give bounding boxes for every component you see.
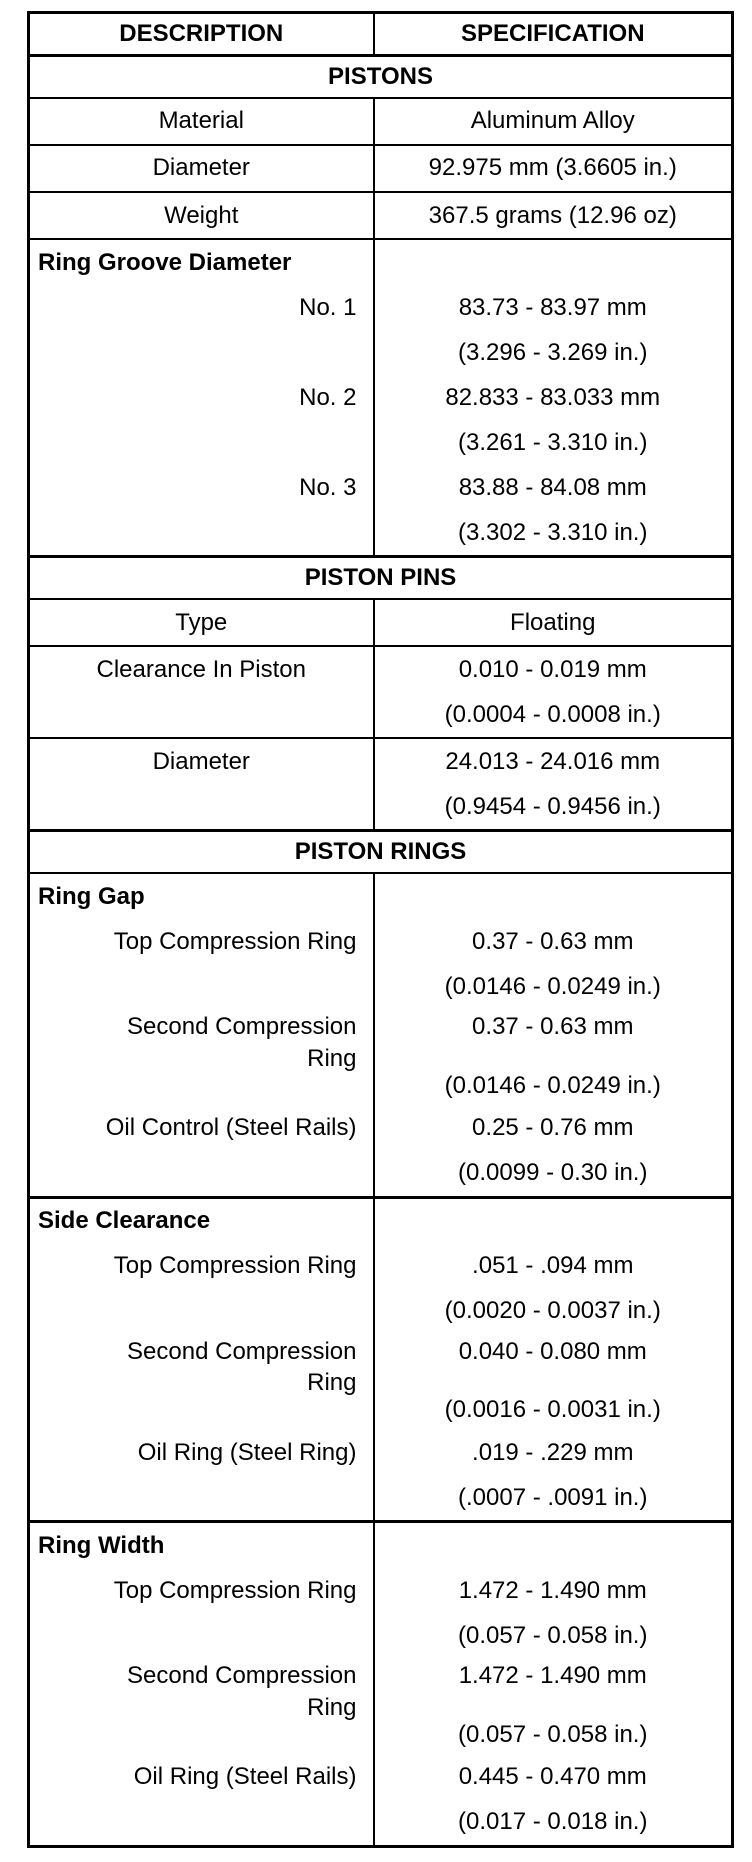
group-heading xyxy=(29,873,733,919)
row-value-in: (0.057 - 0.058 in.) xyxy=(458,1720,648,1748)
table-row xyxy=(29,145,733,192)
section-piston-pins xyxy=(29,557,733,599)
row-value-mm: 0.445 - 0.470 mm xyxy=(458,1763,647,1790)
row-value-in: (0.017 - 0.018 in.) xyxy=(458,1808,648,1836)
table-row xyxy=(29,1430,733,1475)
table-row xyxy=(29,599,733,646)
row-value-in: (0.0146 - 0.0249 in.) xyxy=(444,972,661,1000)
row-label: Weight xyxy=(29,192,374,239)
table-row xyxy=(29,1106,733,1151)
row-label: Top Compression Ring xyxy=(29,919,374,964)
group-label: Side Clearance xyxy=(29,1197,374,1244)
table-row xyxy=(29,1334,733,1370)
table-row xyxy=(29,285,733,330)
row-value-mm: 0.37 - 0.63 mm xyxy=(472,927,634,955)
row-value-mm: 1.472 - 1.490 mm xyxy=(458,1662,647,1689)
row-value-in: (3.261 - 3.310 in.) xyxy=(458,428,648,456)
row-label-cont: Ring xyxy=(29,1045,374,1106)
row-label: Oil Control (Steel Rails) xyxy=(29,1106,374,1151)
section-pistons xyxy=(29,55,733,97)
row-label: Second Compression xyxy=(29,1009,374,1045)
table-row xyxy=(29,646,733,692)
table-row xyxy=(29,784,733,831)
row-value-mm: 1.472 - 1.490 mm xyxy=(458,1576,647,1604)
table-row xyxy=(29,1045,733,1106)
row-value-mm: 83.73 - 83.97 mm xyxy=(458,293,647,321)
section-title: PISTON PINS xyxy=(29,557,733,599)
table-row xyxy=(29,510,733,557)
table-row xyxy=(29,1475,733,1522)
row-value: 367.5 grams (12.96 oz) xyxy=(374,192,733,239)
row-label: Diameter xyxy=(29,145,374,192)
table-row xyxy=(29,1009,733,1045)
table-row xyxy=(29,1244,733,1289)
group-heading xyxy=(29,1522,733,1569)
table-row xyxy=(29,919,733,964)
row-value-in: (0.0146 - 0.0249 in.) xyxy=(444,1071,661,1099)
table-row xyxy=(29,1694,733,1755)
table-row xyxy=(29,375,733,420)
row-label: Second Compression xyxy=(29,1334,374,1370)
table-row xyxy=(29,420,733,465)
row-value-mm: 0.040 - 0.080 mm xyxy=(458,1337,647,1365)
table-row xyxy=(29,964,733,1009)
row-value-mm: 24.013 - 24.016 mm xyxy=(445,747,661,775)
row-value-mm: .019 - .229 mm xyxy=(472,1438,634,1466)
header-specification: SPECIFICATION xyxy=(374,13,733,56)
header-description: DESCRIPTION xyxy=(29,13,374,56)
table-row xyxy=(29,1755,733,1800)
table-row xyxy=(29,1658,733,1694)
group-heading xyxy=(29,239,733,285)
table-row xyxy=(29,1289,733,1334)
row-label: No. 3 xyxy=(29,465,374,510)
row-value-in: (0.9454 - 0.9456 in.) xyxy=(444,792,661,820)
table-row xyxy=(29,1369,733,1430)
row-label: Oil Ring (Steel Ring) xyxy=(29,1430,374,1475)
table-row xyxy=(29,738,733,784)
row-value: 92.975 mm (3.6605 in.) xyxy=(374,145,733,192)
row-value-in: (0.0016 - 0.0031 in.) xyxy=(444,1396,661,1424)
row-value-in: (0.057 - 0.058 in.) xyxy=(458,1621,648,1649)
row-value-in: (.0007 - .0091 in.) xyxy=(458,1483,648,1511)
row-label-cont: Ring xyxy=(29,1369,374,1430)
row-label: No. 1 xyxy=(29,285,374,330)
row-value-in: (0.0004 - 0.0008 in.) xyxy=(374,692,733,738)
row-value-in: (3.296 - 3.269 in.) xyxy=(458,338,648,366)
row-value-mm: 82.833 - 83.033 mm xyxy=(445,383,661,411)
section-title: PISTON RINGS xyxy=(29,831,733,873)
row-value-mm: 83.88 - 84.08 mm xyxy=(458,473,647,501)
row-value-in: (0.0099 - 0.30 in.) xyxy=(458,1159,648,1187)
row-value-in: (0.0020 - 0.0037 in.) xyxy=(444,1297,661,1325)
row-label: Top Compression Ring xyxy=(29,1568,374,1613)
row-label: Oil Ring (Steel Rails) xyxy=(29,1755,374,1800)
row-value-in: (3.302 - 3.310 in.) xyxy=(458,518,648,546)
group-heading xyxy=(29,1197,733,1244)
table-header xyxy=(29,13,733,56)
table-row xyxy=(29,465,733,510)
group-label: Ring Width xyxy=(29,1522,374,1569)
row-value: Floating xyxy=(374,599,733,646)
row-label: Clearance In Piston xyxy=(29,646,374,692)
section-title: PISTONS xyxy=(29,55,733,97)
table-row xyxy=(29,692,733,738)
spec-table xyxy=(27,11,734,1848)
group-label: Ring Gap xyxy=(29,873,374,919)
table-row xyxy=(29,1800,733,1847)
row-label: Material xyxy=(29,98,374,145)
table-row xyxy=(29,1613,733,1658)
table-row xyxy=(29,1151,733,1198)
row-value-mm: 0.37 - 0.63 mm xyxy=(472,1013,634,1041)
row-label: No. 2 xyxy=(29,375,374,420)
row-value-mm: 0.25 - 0.76 mm xyxy=(472,1114,634,1142)
row-value: Aluminum Alloy xyxy=(374,98,733,145)
row-label: Second Compression xyxy=(29,1658,374,1694)
section-piston-rings xyxy=(29,831,733,873)
table-row xyxy=(29,98,733,145)
table-row xyxy=(29,1568,733,1613)
row-label: Type xyxy=(29,599,374,646)
group-label: Ring Groove Diameter xyxy=(29,239,374,285)
row-value-mm: .051 - .094 mm xyxy=(472,1252,634,1280)
table-row xyxy=(29,192,733,239)
row-label: Top Compression Ring xyxy=(29,1244,374,1289)
table-row xyxy=(29,330,733,375)
row-label-cont: Ring xyxy=(29,1694,374,1755)
row-label: Diameter xyxy=(29,738,374,784)
row-value-mm: 0.010 - 0.019 mm xyxy=(458,655,647,683)
